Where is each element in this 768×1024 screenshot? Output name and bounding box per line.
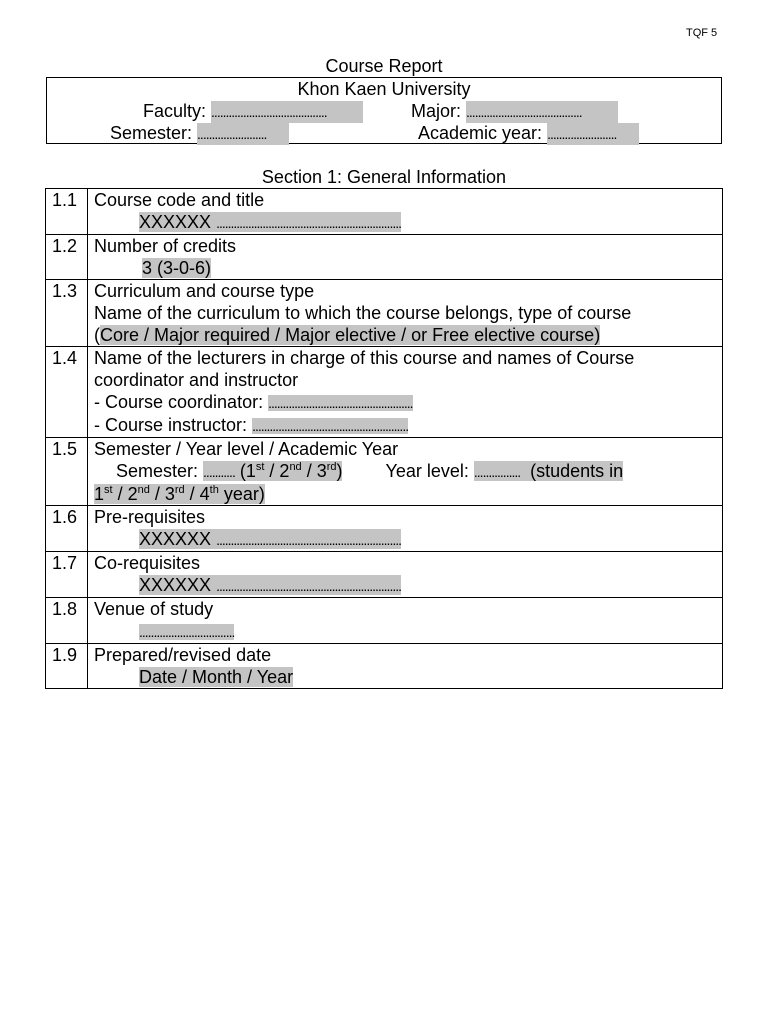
row-content: [88, 552, 723, 598]
venue-input[interactable]: .................................: [139, 624, 235, 640]
table-row: [46, 280, 723, 347]
row-heading: Curriculum and course type: [94, 281, 315, 301]
course-code-input[interactable]: [139, 212, 401, 232]
row-heading: Number of credits: [94, 236, 237, 256]
revised-date-input[interactable]: Date / Month / Year: [139, 667, 294, 687]
page-title: Course Report: [325, 56, 443, 76]
academic-year-input[interactable]: ........................: [547, 123, 639, 145]
table-row: [46, 347, 723, 438]
table-row: [46, 438, 723, 506]
course-code-value: XXXXXX: [139, 212, 212, 232]
academic-year-field: [418, 122, 639, 145]
row-content: [88, 235, 723, 280]
course-type-input[interactable]: Core / Major required / Major elective / or Free elective course): [100, 325, 601, 345]
semester-field: [110, 122, 289, 145]
semester-label: Semester:: [110, 123, 193, 143]
row-number: 1.2: [46, 235, 88, 280]
row-heading: Course code and title: [94, 190, 265, 210]
row-number: 1.7: [46, 552, 88, 598]
semester-level-label: Semester:: [116, 461, 199, 481]
corequisites-dots: ................................................................: [216, 578, 401, 594]
credits-input[interactable]: 3 (3-0-6): [142, 258, 212, 278]
row-heading: Co-requisites: [94, 553, 201, 573]
row-content: [88, 347, 723, 438]
faculty-input[interactable]: ........................................: [211, 101, 363, 123]
corequisites-input[interactable]: [139, 575, 401, 595]
corequisites-value: XXXXXX: [139, 575, 212, 595]
section-title: Section 1: General Information: [261, 167, 507, 187]
year-level-label: Year level:: [385, 461, 469, 481]
course-title-dots: ................................................................: [216, 215, 401, 231]
instructor-label: - Course instructor:: [94, 415, 248, 435]
table-row: [46, 189, 723, 235]
university-name: Khon Kaen University: [297, 79, 471, 99]
row-number: 1.6: [46, 506, 88, 552]
table-row: [46, 598, 723, 644]
row-number: 1.1: [46, 189, 88, 235]
row-content: [88, 438, 723, 506]
row-heading: Prepared/revised date: [94, 645, 272, 665]
major-label: Major:: [411, 101, 462, 121]
row-number: 1.8: [46, 598, 88, 644]
row-heading: Semester / Year level / Academic Year: [94, 439, 399, 459]
row-number: 1.5: [46, 438, 88, 506]
major-field: [411, 100, 618, 123]
curriculum-description: Name of the curriculum to which the course belongs, type of course: [94, 303, 632, 323]
table-row: [46, 644, 723, 689]
row-content: [88, 506, 723, 552]
coordinator-input[interactable]: ..................................................: [268, 395, 413, 411]
general-info-table: [45, 188, 723, 689]
year-level-dots: ................: [473, 464, 521, 480]
row-number: 1.9: [46, 644, 88, 689]
row-number: 1.3: [46, 280, 88, 347]
row-content: [88, 598, 723, 644]
header-box: [46, 77, 722, 144]
prerequisites-dots: ................................................................: [216, 532, 401, 548]
form-code-label: TQF 5: [686, 27, 718, 39]
semester-level-input[interactable]: ........... (1st / 2nd / 3rd): [203, 461, 343, 481]
major-input[interactable]: ........................................: [466, 101, 618, 123]
table-row: [46, 235, 723, 280]
year-options[interactable]: 1st / 2nd / 3rd / 4th year): [94, 484, 265, 504]
row-heading: Name of the lecturers in charge of this course and names of Course coordinator and instructor: [94, 348, 635, 390]
row-heading: Venue of study: [94, 599, 214, 619]
prerequisites-input[interactable]: [139, 529, 401, 549]
semester-level-dots: ...........: [203, 464, 235, 480]
row-content: [88, 644, 723, 689]
semester-input[interactable]: ........................: [197, 123, 289, 145]
prerequisites-value: XXXXXX: [139, 529, 212, 549]
table-row: [46, 552, 723, 598]
table-row: [46, 506, 723, 552]
academic-year-label: Academic year:: [418, 123, 543, 143]
year-level-input[interactable]: ................ (students in: [473, 461, 624, 481]
faculty-field: [143, 100, 363, 123]
course-type-paren: (: [94, 325, 100, 345]
faculty-label: Faculty:: [143, 101, 207, 121]
row-heading: Pre-requisites: [94, 507, 206, 527]
row-content: [88, 280, 723, 347]
row-number: 1.4: [46, 347, 88, 438]
row-content: [88, 189, 723, 235]
instructor-input[interactable]: ......................................................: [252, 418, 409, 434]
coordinator-label: - Course coordinator:: [94, 392, 264, 412]
